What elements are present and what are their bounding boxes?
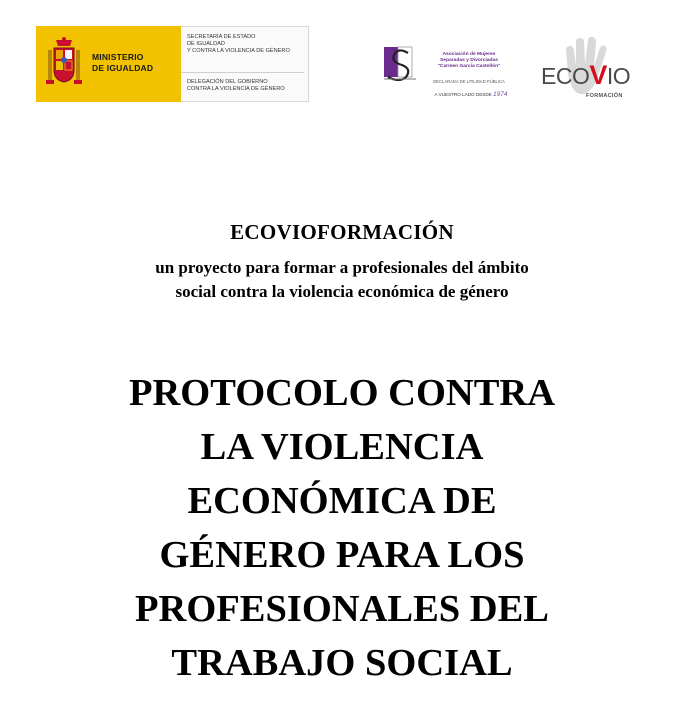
project-title: ECOVIOFORMACIÓN — [230, 220, 454, 244]
ministry-name — [92, 52, 153, 74]
document-title-line: PROTOCOLO CONTRA — [128, 372, 556, 414]
spain-coat-of-arms-icon — [46, 36, 82, 92]
ecovio-word-eco: ECO — [541, 63, 590, 89]
ecovio-subtitle: FORMACIÓN — [586, 93, 623, 99]
project-subtitle-line: social contra la violencia económica de género — [175, 282, 509, 301]
project-subtitle — [0, 256, 684, 304]
association-name-line: Separadas y Divorciadas — [440, 58, 498, 63]
secretariat-line: DE IGUALDAD — [187, 41, 225, 47]
association-s-mark-icon — [382, 45, 418, 85]
association-since-text: A VUESTRO LADO DESDE — [434, 92, 492, 97]
document-title-line: LA VIOLENCIA — [200, 426, 484, 468]
document-title-line: TRABAJO SOCIAL — [171, 642, 513, 684]
delegation-line: DELEGACIÓN DEL GOBIERNO — [187, 79, 268, 85]
ecovio-logo — [538, 36, 638, 98]
ministry-name-line: MINISTERIO — [92, 52, 144, 62]
ministry-logo — [36, 26, 309, 102]
ecovio-word-io: IO — [606, 63, 631, 89]
association-name-line: "Carmen García Castellón" — [437, 64, 501, 69]
association-since — [426, 91, 516, 98]
secretariat-line: Y CONTRA LA VIOLENCIA DE GÉNERO — [187, 48, 290, 54]
secretariat-label — [181, 27, 308, 55]
ministry-name-line: DE IGUALDAD — [92, 63, 154, 73]
delegation-line: CONTRA LA VIOLENCIA DE GÉNERO — [187, 86, 285, 92]
project-subtitle-line: un proyecto para formar a profesionales del ámbito — [155, 258, 529, 277]
secretariat-line: SECRETARÍA DE ESTADO — [187, 34, 256, 40]
document-title — [0, 366, 684, 690]
document-title-line: PROFESIONALES DEL — [135, 588, 549, 630]
delegation-label — [181, 72, 304, 101]
ecovio-wordmark — [541, 60, 630, 91]
association-name — [426, 52, 512, 70]
association-logo — [380, 45, 510, 103]
ministry-logo-yellow-panel — [36, 26, 181, 102]
association-since-year: 1974 — [493, 91, 508, 98]
association-declared: DECLARADA DE UTILIDAD PÚBLICA — [433, 79, 505, 84]
document-title-line: ECONÓMICA DE — [187, 480, 497, 522]
association-name-line: Asociación de Mujeres — [442, 52, 496, 57]
ministry-logo-text-panel — [181, 26, 309, 102]
document-title-line: GÉNERO PARA LOS — [159, 534, 525, 576]
ecovio-word-v: V — [589, 60, 607, 90]
